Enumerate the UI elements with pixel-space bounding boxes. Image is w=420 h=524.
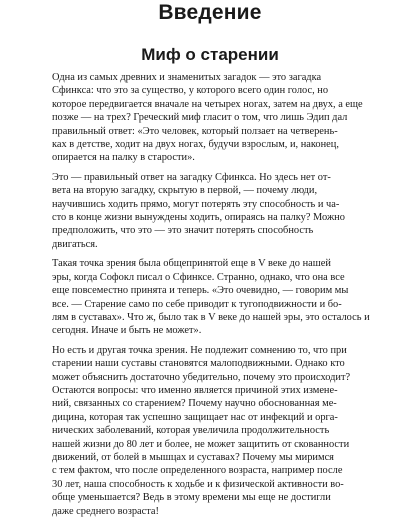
paragraph-2: Это — правильный ответ на загадку Сфинкса. Но здесь нет от- вета на вторую загадку, скрытую в первой, — почему люди, научившись ходить прямо, могут потерять эту способность и ча- сто в конце жизни вынуждены ходить, опираясь на палку? Можно предположить, что это — это значит потерять способность двигаться.: [52, 171, 345, 250]
section-title: Миф о старении: [141, 45, 279, 64]
paragraph-3: Такая точка зрения была общепринятой еще в V веке до нашей эры, когда Софокл писал о Сфинксе. Странно, однако, что она все еще повсеместно принята и теперь. «Это очевидно, — говорим мы все. — Старение само по себе приводит к тугоподвижности и бо- лям в суставах». Что ж, было так в V веке до нашей эры, это осталось и сегодня. Иначе и быть не может».: [52, 258, 370, 337]
chapter-title: Введение: [158, 1, 262, 24]
body-text: [52, 71, 370, 524]
paragraph-4: Но есть и другая точка зрения. Не подлежит сомнению то, что при старении наши суставы становятся малоподвижными. Однако кто может объяснить достаточно убедительно, почему это происходит? Остаются вопросы: что именно является причиной этих измене- ний, связанных со старением? Почему научно обоснованная ме- дицина, которая так успешно защищает нас от инфекций и орга- нических заболеваний, которая увеличила продолжительность нашей жизни до 80 лет и более, не может защитить от скованности движений, от болей в мышцах и суставах? Почему мы миримся с тем фактом, что после определенного возраста, например после 30 лет, наша способность к ходьбе и к физической активности во- обще уменьшается? Ведь в этому времени мы еще не достигли даже среднего возраста!: [52, 344, 351, 517]
paragraph-1: Одна из самых древних и знаменитых загадок — это загадка Сфинкса: что это за существо, у которого всего один голос, но которое передвигается вначале на четырех ногах, затем на двух, а еще позже — на трех? Греческий миф гласит о том, что лишь Эдип дал правильный ответ: «Это человек, который ползает на четверень- ках в детстве, ходит на двух ногах, будучи взрослым, и, наконец, опирается на палку в старости».: [52, 72, 363, 164]
